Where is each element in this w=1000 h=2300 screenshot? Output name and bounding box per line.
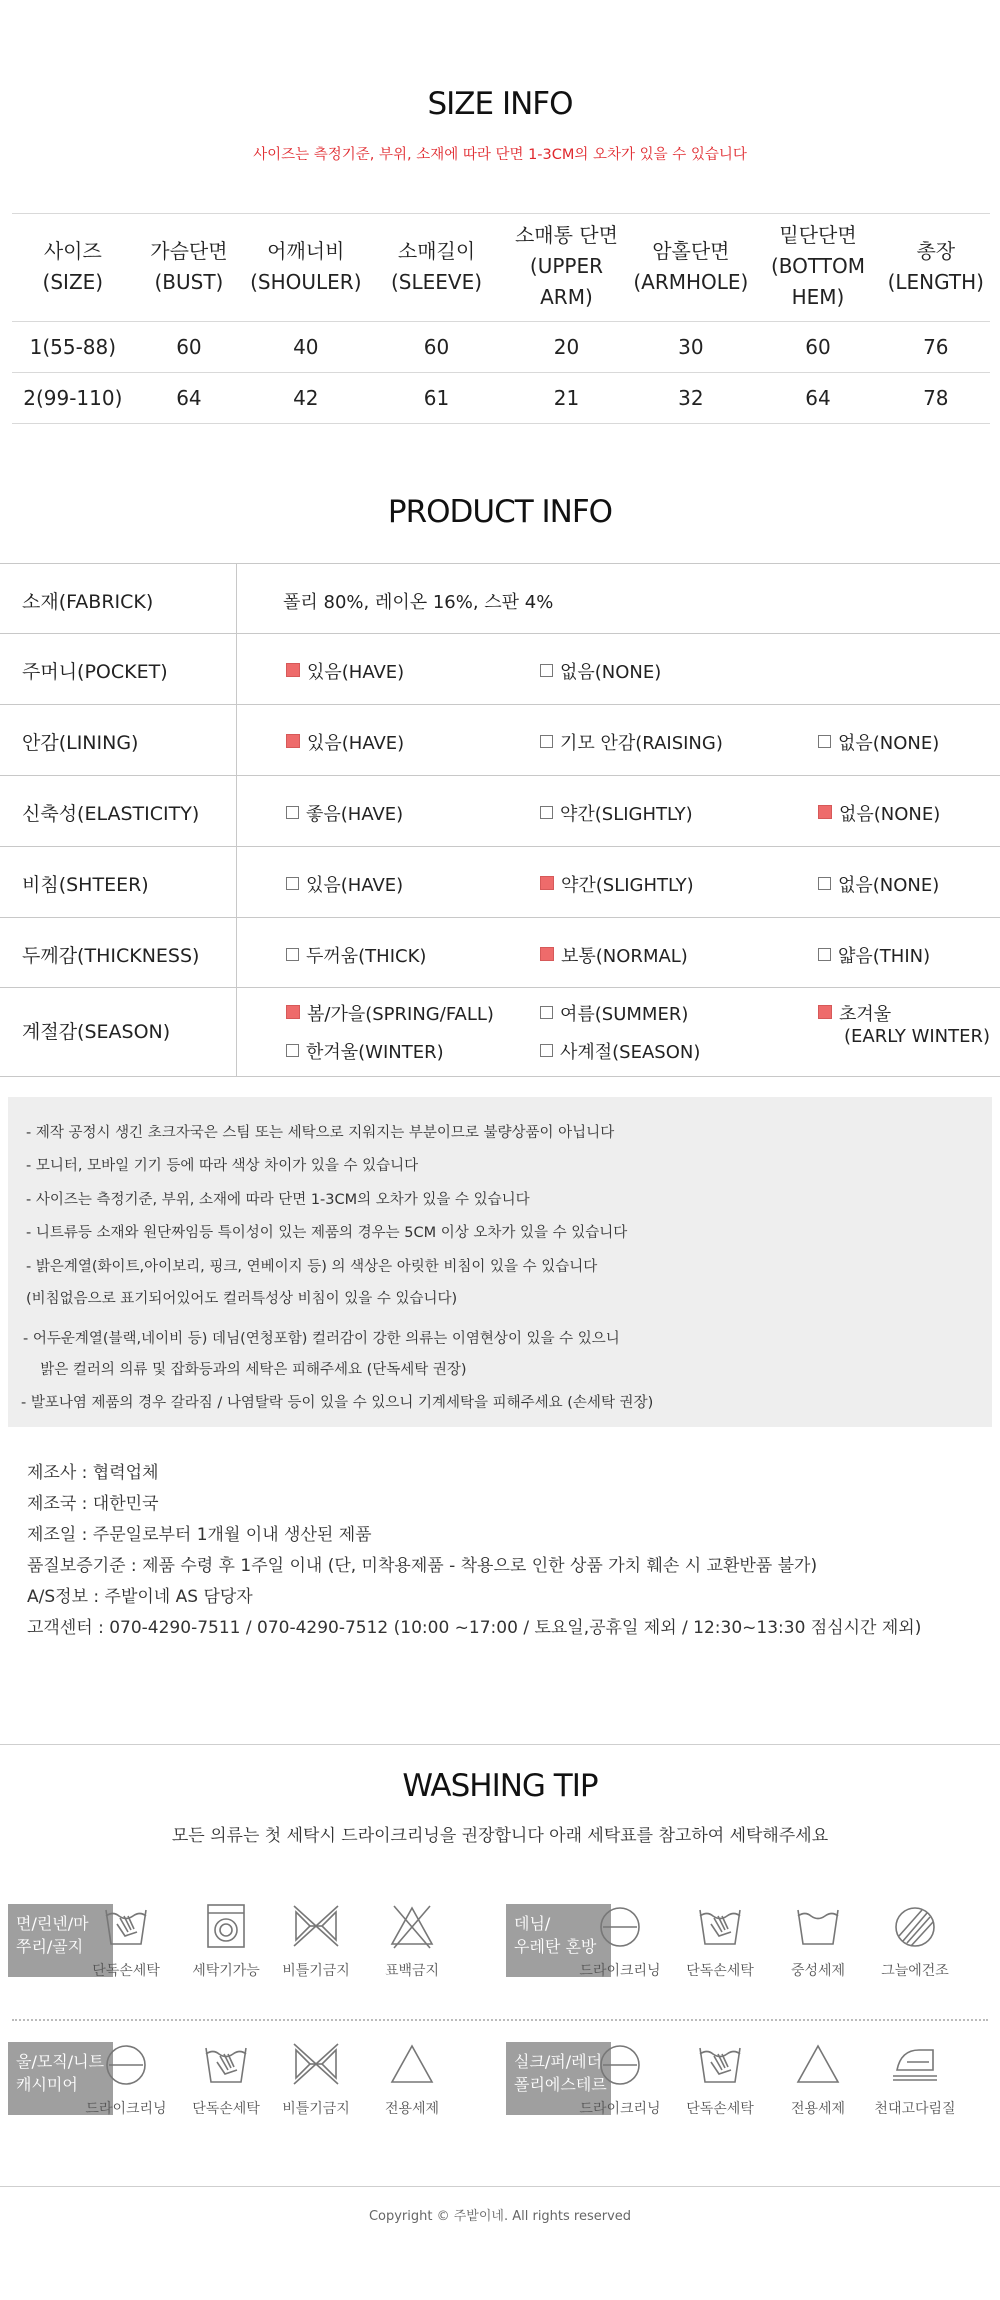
wash-item [768, 2040, 868, 2118]
size-cell: 76 [882, 322, 990, 373]
option-checked [286, 729, 404, 755]
wash-label: 전용세제 [790, 2101, 846, 2117]
option-label: 보통(NORMAL) [561, 946, 688, 967]
maker-line: 제조국 : 대한민국 [27, 1494, 159, 1514]
column-divider [236, 564, 237, 633]
maker-line: 제조사 : 협력업체 [27, 1463, 159, 1483]
option [286, 871, 403, 897]
header-en: (SLEEVE) [390, 269, 483, 294]
size-header-6 [754, 214, 881, 322]
wash-label: 비틀기금지 [282, 1963, 350, 1979]
header-en: (SHOULER) [250, 269, 362, 294]
wash-label: 그늘에건조 [881, 1963, 949, 1979]
washing-subtitle: 모든 의류는 첫 세탁시 드라이크리닝을 권장합니다 아래 세탁표를 참고하여 세탁해주세요 [171, 1826, 829, 1846]
column-divider [236, 918, 237, 987]
header-en: (SIZE) [42, 269, 104, 294]
size-cell: 21 [506, 373, 628, 424]
header-ko: 소매길이 [397, 238, 476, 263]
wash-label: 단독손세탁 [192, 2101, 260, 2117]
special-detergent-icon [792, 2040, 844, 2088]
dry-clean-icon [594, 2040, 646, 2088]
option-label: 없음(NONE) [560, 662, 662, 683]
header-en: (BUST) [154, 269, 224, 294]
unchecked-box-icon [540, 1044, 553, 1057]
note-line: - 모니터, 모바일 기기 등에 따라 색상 차이가 있을 수 있습니다 [26, 1158, 419, 1174]
checked-box-icon [818, 805, 832, 819]
wash-item [865, 2040, 965, 2118]
wash-item [176, 1902, 276, 1980]
column-divider [236, 776, 237, 846]
wash-item [266, 2040, 366, 2118]
size-cell: 20 [506, 322, 628, 373]
option [540, 729, 723, 755]
hand-wash-icon [694, 1902, 746, 1950]
option [540, 1038, 700, 1064]
option-checked [286, 658, 404, 684]
maker-line: A/S정보 : 주밭이네 AS 담당자 [27, 1587, 253, 1607]
note-line: - 제작 공정시 생긴 초크자국은 스팀 또는 세탁으로 지워지는 부분이므로 불량상품이 아닙니다 [26, 1125, 615, 1141]
size-cell: 32 [627, 373, 754, 424]
shade-dry-icon [889, 1902, 941, 1950]
dry-clean-icon [100, 2040, 152, 2088]
size-header-3 [367, 214, 505, 322]
size-row [12, 322, 990, 373]
row-label: 두께감(THICKNESS) [22, 945, 200, 967]
note-line: - 어두운계열(블랙,네이비 등) 데님(연청포함) 컬러감이 강한 의류는 이염현상이 있을 수 있으니 [23, 1331, 620, 1347]
size-header-2 [244, 214, 367, 322]
option-label: 약간(SLIGHTLY) [561, 875, 694, 896]
customer-center: 고객센터 : 070-4290-7511 / 070-4290-7512 (10:00 ~17:00 / 토요일,공휴일 제외 / 12:30~13:30 점심시간 제외) [27, 1618, 922, 1638]
size-row [12, 373, 990, 424]
product-row [0, 634, 1000, 705]
option [818, 729, 939, 755]
product-row [0, 776, 1000, 847]
option-checked [818, 1000, 990, 1047]
option-label: 없음(NONE) [839, 804, 941, 825]
option-label: 초겨울 [839, 1004, 892, 1025]
option-label: 얇음(THIN) [838, 946, 931, 967]
product-info-table [0, 563, 1000, 1077]
divider [0, 1744, 1000, 1745]
size-cell: 60 [754, 322, 881, 373]
no-wring-icon [290, 1902, 342, 1950]
wash-label: 세탁기가능 [192, 1963, 260, 1979]
option-label: 있음(HAVE) [306, 875, 404, 896]
wash-label: 단독손세탁 [92, 1963, 160, 1979]
product-row [0, 918, 1000, 988]
option-label: 좋음(HAVE) [306, 804, 404, 825]
unchecked-box-icon [540, 735, 553, 748]
unchecked-box-icon [540, 664, 553, 677]
size-header-0 [12, 214, 134, 322]
note-line: - 사이즈는 측정기준, 부위, 소재에 따라 단면 1-3CM의 오차가 있을 수 있습니다 [26, 1192, 530, 1208]
size-notice: 사이즈는 측정기준, 부위, 소재에 따라 단면 1-3CM의 오차가 있을 수 있습니다 [253, 147, 747, 163]
unchecked-box-icon [540, 806, 553, 819]
checked-box-icon [540, 947, 554, 961]
size-cell: 60 [134, 322, 245, 373]
column-divider [236, 847, 237, 917]
option-label: 봄/가을(SPRING/FALL) [307, 1004, 494, 1025]
dotted-divider [12, 2019, 988, 2021]
wash-item [670, 2040, 770, 2118]
unchecked-box-icon [286, 877, 299, 890]
footer-divider [0, 2186, 1000, 2187]
wash-label: 중성세제 [790, 1963, 846, 1979]
size-cell: 61 [367, 373, 505, 424]
header-ko: 가슴단면 [150, 238, 228, 263]
product-row-fabric [0, 564, 1000, 634]
option-label: 두꺼움(THICK) [306, 946, 427, 967]
checked-box-icon [540, 876, 554, 890]
copyright: Copyright © 주밭이네. All rights reserved [368, 2209, 632, 2224]
header-ko: 밑단단면 [779, 223, 857, 247]
option-checked [286, 1000, 494, 1026]
option-label: 약간(SLIGHTLY) [560, 804, 693, 825]
row-label: 계절감(SEASON) [22, 1021, 171, 1043]
size-table [12, 213, 990, 424]
size-cell: 30 [627, 322, 754, 373]
size-cell: 42 [244, 373, 367, 424]
wash-item [362, 2040, 462, 2118]
hand-wash-icon [694, 2040, 746, 2088]
option [286, 1038, 444, 1064]
wash-label: 드라이크리닝 [579, 2101, 661, 2117]
note-line: - 밝은계열(화이트,아이보리, 핑크, 연베이지 등) 의 색상은 아릿한 비침이 있을 수 있습니다 [26, 1259, 598, 1275]
hand-wash-icon [200, 2040, 252, 2088]
option-checked [540, 871, 694, 897]
wash-label: 전용세제 [384, 2101, 440, 2117]
option-label: 있음(HAVE) [307, 733, 405, 754]
option-label: 사계절(SEASON) [560, 1042, 701, 1063]
wash-item [362, 1902, 462, 1980]
product-row [0, 847, 1000, 918]
option [540, 1000, 688, 1026]
wash-item [266, 1902, 366, 1980]
size-header-1 [134, 214, 245, 322]
option-sublabel: (EARLY WINTER) [844, 1026, 991, 1047]
neutral-detergent-icon [792, 1902, 844, 1950]
option [818, 871, 939, 897]
note-line: - 발포나염 제품의 경우 갈라짐 / 나염탈락 등이 있을 수 있으니 기계세탁을 피해주세요 (손세탁 권장) [21, 1395, 654, 1411]
unchecked-box-icon [818, 735, 831, 748]
unchecked-box-icon [818, 877, 831, 890]
wash-item [670, 1902, 770, 1980]
size-cell: 1(55-88) [12, 322, 134, 373]
maker-line: 제조일 : 주문일로부터 1개월 이내 생산된 제품 [27, 1525, 372, 1545]
size-header-7 [882, 214, 990, 322]
column-divider [236, 988, 237, 1076]
header-en: (BOTTOM HEM) [771, 254, 865, 309]
notes-box [8, 1097, 992, 1427]
option-label: 여름(SUMMER) [560, 1004, 689, 1025]
wash-label: 천대고다림질 [874, 2101, 956, 2117]
unchecked-box-icon [286, 806, 299, 819]
row-label: 소재(FABRICK) [22, 591, 154, 613]
header-ko: 어깨너비 [267, 238, 345, 263]
option [286, 942, 426, 968]
size-header-5 [627, 214, 754, 322]
header-ko: 사이즈 [43, 238, 102, 263]
wash-label: 단독손세탁 [686, 2101, 754, 2117]
option-label: 기모 안감(RAISING) [560, 733, 723, 754]
note-line: 밝은 컬러의 의류 및 잡화등과의 세탁은 피해주세요 (단독세탁 권장) [31, 1362, 467, 1378]
size-cell: 78 [882, 373, 990, 424]
header-ko: 암홀단면 [652, 238, 730, 263]
product-row-season [0, 988, 1000, 1077]
product-info-title: PRODUCT INFO [387, 494, 613, 530]
size-header-4 [506, 214, 628, 322]
washing-machine-icon [200, 1902, 252, 1950]
hand-wash-icon [100, 1902, 152, 1950]
row-label: 안감(LINING) [22, 732, 139, 754]
size-cell: 40 [244, 322, 367, 373]
dry-clean-icon [594, 1902, 646, 1950]
fabric-value: 폴리 80%, 레이온 16%, 스판 4% [283, 592, 554, 613]
category-text: 실크/퍼/레더 폴리에스테르 [514, 2052, 607, 2094]
wash-item [570, 2040, 670, 2118]
iron-with-cloth-icon [889, 2040, 941, 2088]
size-cell: 2(99-110) [12, 373, 134, 424]
option-label: 있음(HAVE) [307, 662, 405, 683]
checked-box-icon [286, 734, 300, 748]
checked-box-icon [818, 1005, 832, 1019]
size-cell: 64 [134, 373, 245, 424]
wash-label: 표백금지 [384, 1963, 440, 1979]
column-divider [236, 634, 237, 704]
row-label: 신축성(ELASTICITY) [22, 803, 200, 825]
wash-label: 드라이크리닝 [85, 2101, 167, 2117]
wash-item [76, 1902, 176, 1980]
product-row [0, 705, 1000, 776]
unchecked-box-icon [818, 948, 831, 961]
option-label: 한겨울(WINTER) [306, 1042, 444, 1063]
header-en: (UPPER ARM) [529, 254, 603, 309]
special-detergent-icon [386, 2040, 438, 2088]
wash-item [768, 1902, 868, 1980]
size-cell: 64 [754, 373, 881, 424]
wash-item [76, 2040, 176, 2118]
category-text: 면/린넨/마 쭈리/골지 [16, 1914, 89, 1956]
option-label: 없음(NONE) [838, 875, 940, 896]
wash-label: 단독손세탁 [686, 1963, 754, 1979]
option-checked [540, 942, 688, 968]
checked-box-icon [286, 1005, 300, 1019]
size-info-title: SIZE INFO [427, 86, 573, 122]
checked-box-icon [286, 663, 300, 677]
row-label: 비침(SHTEER) [22, 874, 149, 896]
wash-label: 드라이크리닝 [579, 1963, 661, 1979]
option [818, 942, 930, 968]
option [286, 800, 403, 826]
row-label: 주머니(POCKET) [22, 661, 168, 683]
header-ko: 소매통 단면 [514, 223, 618, 247]
option [540, 658, 661, 684]
unchecked-box-icon [286, 1044, 299, 1057]
header-en: (ARMHOLE) [633, 269, 749, 294]
wash-item [570, 1902, 670, 1980]
unchecked-box-icon [540, 1006, 553, 1019]
option-label: 없음(NONE) [838, 733, 940, 754]
size-cell: 60 [367, 322, 505, 373]
note-line: - 니트류등 소재와 원단짜임등 특이성이 있는 제품의 경우는 5CM 이상 오차가 있을 수 있습니다 [26, 1225, 628, 1241]
maker-line: 품질보증기준 : 제품 수령 후 1주일 이내 (단, 미착용제품 - 착용으로 인한 상품 가치 훼손 시 교환반품 불가) [27, 1556, 818, 1576]
no-bleach-icon [386, 1902, 438, 1950]
category-text: 울/모직/니트 캐시미어 [16, 2052, 105, 2094]
category-text: 데님/ 우레탄 혼방 [514, 1914, 597, 1956]
header-en: (LENGTH) [887, 269, 984, 294]
wash-item [176, 2040, 276, 2118]
option [540, 800, 693, 826]
column-divider [236, 705, 237, 775]
washing-tip-title: WASHING TIP [402, 1768, 598, 1804]
wash-label: 비틀기금지 [282, 2101, 350, 2117]
unchecked-box-icon [286, 948, 299, 961]
no-wring-icon [290, 2040, 342, 2088]
option-checked [818, 800, 940, 826]
wash-item [865, 1902, 965, 1980]
header-ko: 총장 [916, 238, 956, 263]
note-line: (비침없음으로 표기되어있어도 컬러특성상 비침이 있을 수 있습니다) [26, 1291, 458, 1307]
